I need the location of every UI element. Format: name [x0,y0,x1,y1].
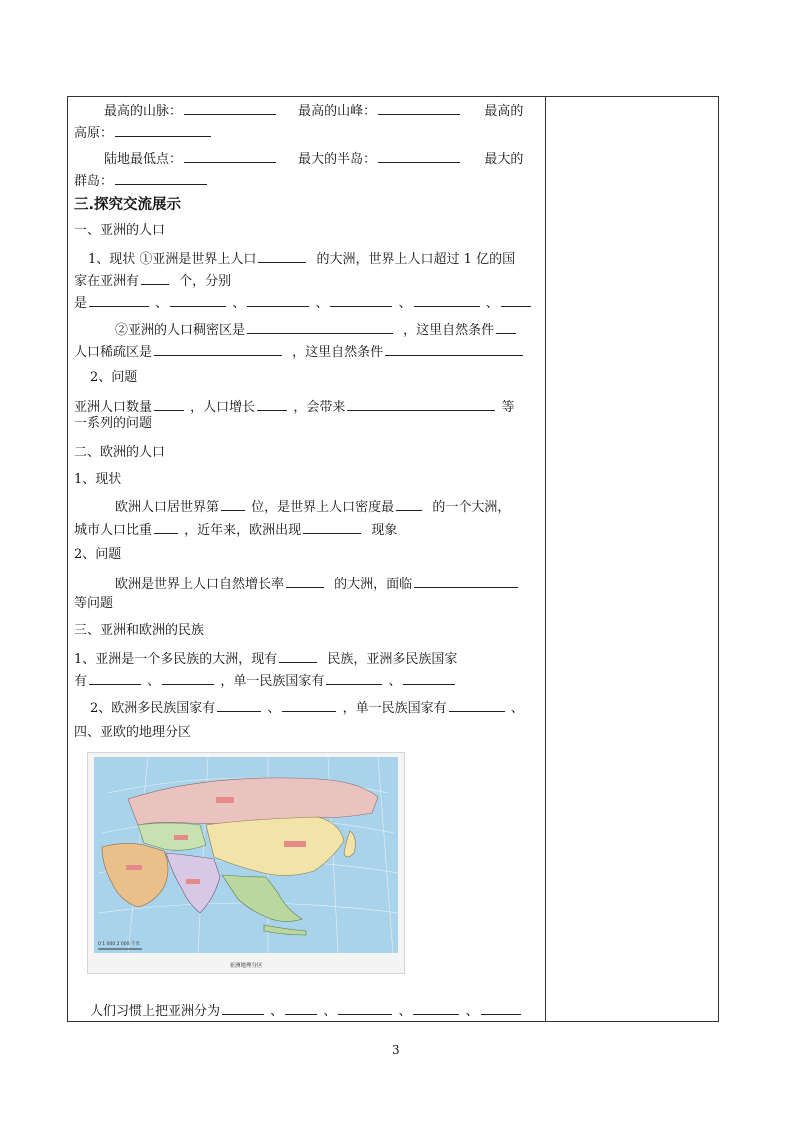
asia-regions-map [87,752,405,974]
line-europe-problem-cont: 等问题 [74,596,114,611]
line-europe-ethnicity [90,698,524,718]
text: 有 [74,674,88,689]
text: 等 [501,400,515,415]
text: ，单一民族国家有 [220,674,325,689]
line-asia-ethnicity [74,649,457,669]
blank[interactable] [217,698,261,712]
sep: 、 [267,701,281,716]
line-asia-ethnicity-cont [74,671,457,691]
blank[interactable] [89,671,141,685]
label-archipelago: 群岛： [74,174,114,189]
line-asia-divisions [90,1001,523,1021]
text: 家在亚洲有 [74,274,140,289]
text: ，这里自然条件 [292,345,384,360]
sep: 、 [147,674,161,689]
blank[interactable] [396,497,422,511]
blank[interactable] [378,101,460,115]
line-europe-urban [74,520,397,540]
sep: 、 [155,296,169,311]
label-highest-peak: 最高的山峰： [298,104,377,119]
line-archipelago [74,171,209,191]
blank[interactable] [413,1001,459,1015]
blank[interactable] [154,397,184,411]
map-scale-label: 0 1 000 2 000 千米 [98,942,140,947]
text: 2、欧洲多民族国家有 [90,701,216,716]
text: 的大洲，面临 [334,577,413,592]
line-asia-status [88,249,515,269]
text: 亚洲人口数量 [74,400,153,415]
text: 民族，亚洲多民族国家 [327,652,458,667]
blank[interactable] [154,342,282,356]
sep: 、 [398,1004,412,1019]
blank[interactable] [403,671,455,685]
blank[interactable] [222,1001,264,1015]
line-asia-dense [115,320,518,340]
subheading-asia-population: 一、亚洲的人口 [74,223,166,238]
line-asia-list [74,293,533,313]
blank[interactable] [258,249,306,263]
text: ，单一民族国家有 [342,701,447,716]
blank[interactable] [481,1001,521,1015]
blank[interactable] [247,320,393,334]
blank[interactable] [414,293,480,307]
subheading-asia-problem: 2、问题 [90,370,138,385]
blank[interactable] [285,1001,317,1015]
sep: 、 [388,674,402,689]
text: 欧洲是世界上人口自然增长率 [115,577,285,592]
text: 的一个大洲， [432,500,511,515]
blank[interactable] [279,649,317,663]
line-asia-problem [74,397,514,417]
line-plateau [74,123,213,143]
subheading-europe-population: 二、欧洲的人口 [74,445,166,460]
line-asia-sparse [74,342,525,362]
blank[interactable] [141,271,169,285]
text: 现象 [371,523,398,538]
sep: 、 [270,1004,284,1019]
blank[interactable] [115,171,207,185]
line-highest-mountains [104,101,523,121]
map-caption: 亚洲地理分区 [229,963,263,969]
label-highest: 最高的 [484,104,524,119]
text: ，近年来，欧洲出现 [184,523,302,538]
sep: 、 [510,701,524,716]
blank[interactable] [184,149,276,163]
text: ，人口增长 [190,400,256,415]
line-europe-problem [115,574,520,594]
subheading-europe-status: 1、现状 [74,472,122,487]
blank[interactable] [89,293,149,307]
blank[interactable] [326,671,382,685]
label-largest-peninsula: 最大的半岛： [298,152,377,167]
sep: 、 [315,296,329,311]
line-europe-status [115,497,510,517]
text: 1、现状 ①亚洲是世界上人口 [88,252,257,267]
table-column-divider [545,96,546,1022]
sep: 、 [485,296,499,311]
blank[interactable] [414,574,518,588]
blank[interactable] [154,520,178,534]
subheading-ethnicity: 三、亚洲和欧洲的民族 [74,623,205,638]
blank[interactable] [170,293,226,307]
blank[interactable] [449,698,505,712]
sep: 、 [323,1004,337,1019]
blank[interactable] [347,397,495,411]
blank[interactable] [162,671,214,685]
text: ②亚洲的人口稠密区是 [115,323,246,338]
blank[interactable] [115,123,211,137]
blank[interactable] [496,320,516,334]
section-heading: 三.探究交流展示 [74,197,182,213]
blank[interactable] [303,520,361,534]
subheading-europe-problem: 2、问题 [74,547,122,562]
blank[interactable] [184,101,276,115]
text: 个，分别 [179,274,232,289]
blank[interactable] [221,497,245,511]
text: 人口稀疏区是 [74,345,153,360]
text: 人们习惯上把亚洲分为 [90,1004,221,1019]
blank[interactable] [247,293,309,307]
text: 1、亚洲是一个多民族的大洲，现有 [74,652,278,667]
label-plateau: 高原： [74,126,114,141]
text: ，会带来 [293,400,346,415]
label-highest-range: 最高的山脉： [104,104,183,119]
blank[interactable] [338,1001,392,1015]
label-largest: 最大的 [484,152,524,167]
line-asia-count [74,271,231,291]
line-asia-problem-cont: 一系列的问题 [74,416,153,431]
sep: 、 [232,296,246,311]
label-lowest-point: 陆地最低点： [104,152,183,167]
subheading-regions: 四、亚欧的地理分区 [74,725,192,740]
blank[interactable] [385,342,523,356]
text: 的大洲，世界上人口超过 1 亿的国 [316,252,516,267]
text: 欧洲人口居世界第 [115,500,220,515]
blank[interactable] [282,698,336,712]
blank[interactable] [286,574,324,588]
sep: 、 [465,1004,479,1019]
blank[interactable] [330,293,392,307]
blank[interactable] [257,397,287,411]
sep: 、 [398,296,412,311]
page-number: 3 [392,1043,400,1057]
text: 是 [74,296,88,311]
line-lowest-point [104,149,523,169]
text: 城市人口比重 [74,523,153,538]
text: ，这里自然条件 [403,323,495,338]
blank[interactable] [501,293,531,307]
text: 位，是世界上人口密度最 [251,500,395,515]
blank[interactable] [378,149,460,163]
